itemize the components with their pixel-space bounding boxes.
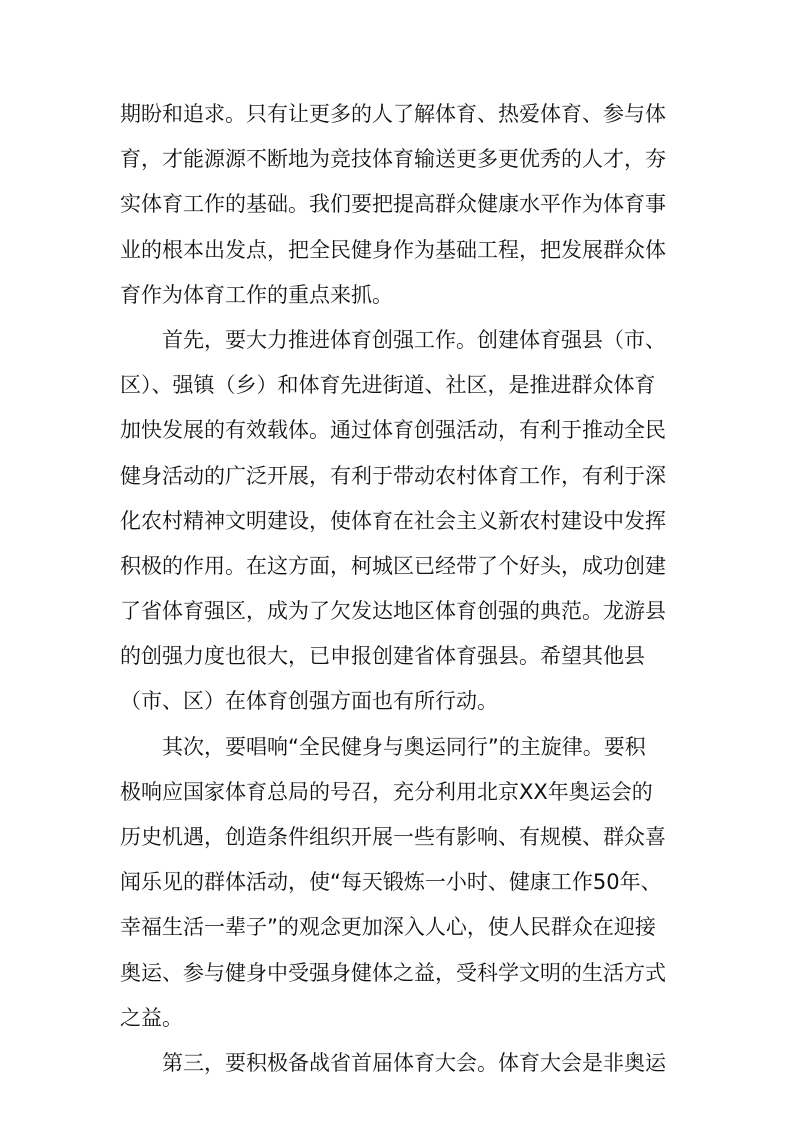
text-line: 期盼和追求。只有让更多的人了解体育、热爱体育、参与体	[120, 102, 666, 126]
paragraph-start-line: 首先，要大力推进体育创强工作。创建体育强县（市、	[162, 327, 666, 352]
text-line: 的创强力度也很大，已申报创建省体育强县。希望其他县	[120, 644, 645, 669]
body-text	[120, 92, 680, 1086]
text-line: 业的根本出发点，把全民健身作为基础工程，把发展群众体	[120, 237, 666, 262]
text-line: 幸福生活一辈子”的观念更加深入人心，使人民群众在迎接	[120, 915, 656, 940]
text-line: 加快发展的有效载体。通过体育创强活动，有利于推动全民	[120, 418, 666, 443]
text-line: 之益。	[120, 1005, 183, 1030]
text-line: 闻乐见的群体活动，使“每天锻炼一小时、健康工作50年、	[120, 870, 662, 895]
text-line: 历史机遇，创造条件组织开展一些有影响、有规模、群众喜	[120, 825, 666, 849]
paragraph-start-line: 第三，要积极备战省首届体育大会。体育大会是非奥运	[162, 1050, 666, 1075]
text-line: （市、区）在体育创强方面也有所行动。	[120, 689, 498, 714]
text-line: 区）、强镇（乡）和体育先进街道、社区，是推进群众体育	[120, 373, 656, 398]
text-line: 奥运、参与健身中受强身健体之益，受科学文明的生活方式	[120, 960, 666, 985]
text-line: 了省体育强区，成为了欠发达地区体育创强的典范。龙游县	[120, 599, 666, 624]
text-line: 育，才能源源不断地为竞技体育输送更多更优秀的人才，夯	[120, 147, 666, 172]
text-line: 积极的作用。在这方面，柯城区已经带了个好头，成功创建	[120, 553, 666, 578]
text-line: 健身活动的广泛开展，有利于带动农村体育工作，有利于深	[120, 463, 666, 488]
text-line: 极响应国家体育总局的号召，充分利用北京XX年奥运会的	[120, 779, 653, 804]
paragraph-start-line: 其次，要唱响“全民健身与奥运同行”的主旋律。要积	[162, 734, 646, 759]
text-line: 实体育工作的基础。我们要把提高群众健康水平作为体育事	[120, 192, 666, 217]
text-line: 育作为体育工作的重点来抓。	[120, 282, 393, 307]
text-line: 化农村精神文明建设，使体育在社会主义新农村建设中发挥	[120, 508, 666, 533]
